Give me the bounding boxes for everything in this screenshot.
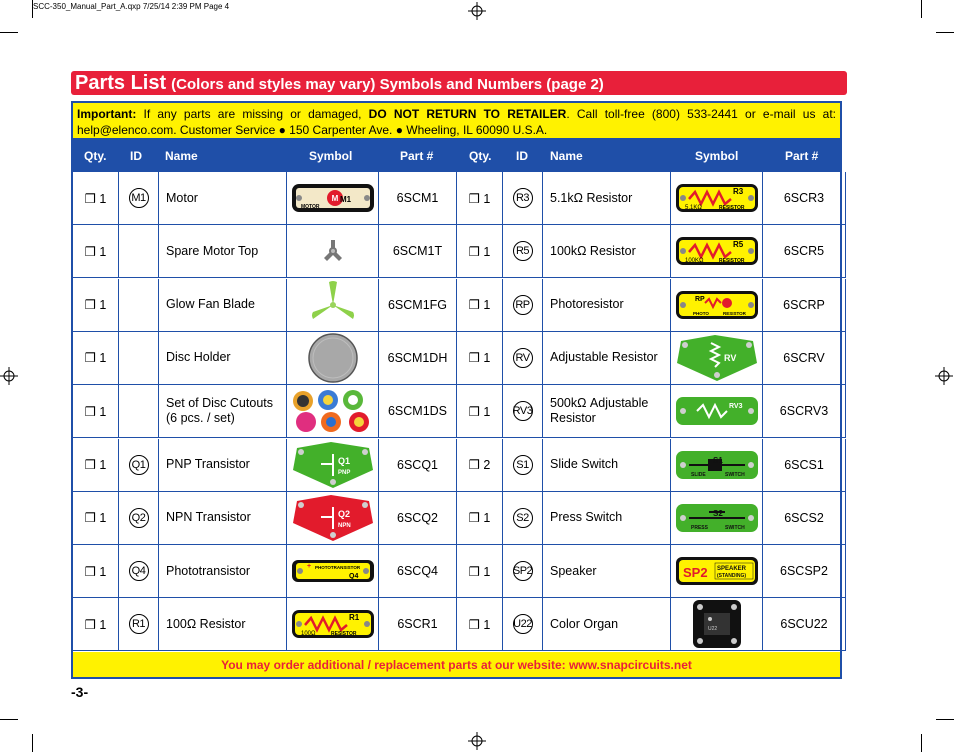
name-cell — [159, 225, 287, 278]
symbol-cell — [287, 225, 379, 278]
crop-mark — [0, 719, 18, 720]
table-row — [457, 172, 840, 225]
qty-cell — [457, 545, 503, 598]
svg-text:S2: S2 — [712, 508, 723, 518]
motortop-symbol-icon — [318, 236, 348, 266]
important-notice — [73, 103, 840, 139]
svg-text:RESISTOR: RESISTOR — [718, 205, 744, 211]
u22-symbol-icon — [692, 599, 742, 649]
pnp-symbol-icon — [291, 440, 375, 490]
qty-checkbox[interactable]: ❒ 1 — [84, 511, 107, 526]
qty-checkbox[interactable]: ❒ 1 — [468, 298, 491, 313]
svg-text:RV3: RV3 — [728, 403, 742, 411]
name-cell — [543, 545, 671, 598]
id-cell — [119, 598, 159, 651]
svg-text:RESISTOR: RESISTOR — [718, 258, 744, 265]
svg-text:Q4: Q4 — [348, 573, 358, 581]
qty-cell — [73, 332, 119, 385]
npn-symbol-icon — [291, 493, 375, 543]
svg-text:R1: R1 — [348, 613, 359, 623]
svg-text:5.1KΩ: 5.1KΩ — [684, 205, 702, 211]
qty-checkbox[interactable]: ❒ 1 — [468, 351, 491, 366]
qty-checkbox[interactable]: ❒ 1 — [468, 511, 491, 526]
crop-mark — [0, 32, 18, 33]
part-id-badge: SP2 — [513, 561, 533, 581]
part-number-cell — [763, 172, 846, 225]
name-cell — [159, 332, 287, 385]
svg-text:PHOTO: PHOTO — [692, 310, 709, 316]
s1-symbol-icon — [675, 450, 759, 480]
qty-checkbox[interactable]: ❒ 1 — [84, 404, 107, 419]
part-name: Photoresistor — [550, 297, 624, 312]
table-row — [73, 598, 456, 651]
registration-mark-icon — [468, 732, 486, 750]
svg-text:SWITCH: SWITCH — [724, 524, 745, 531]
id-cell — [119, 172, 159, 225]
header-name: Name — [550, 149, 583, 163]
important-emphasis: DO NOT RETURN TO RETAILER — [368, 107, 567, 121]
part-name: Color Organ — [550, 616, 619, 631]
table-row — [457, 598, 840, 651]
qty-cell — [73, 172, 119, 225]
part-number-cell — [379, 332, 457, 385]
svg-text:+: + — [306, 563, 311, 571]
part-number-cell — [763, 279, 846, 332]
symbol-cell — [287, 492, 379, 545]
rv-symbol-icon — [675, 333, 759, 383]
id-cell — [119, 225, 159, 278]
part-number: 6SCQ4 — [397, 564, 438, 579]
table-row — [73, 545, 456, 598]
symbol-cell — [671, 332, 763, 385]
title-main: Parts List — [75, 72, 167, 94]
qty-checkbox[interactable]: ❒ 1 — [468, 244, 491, 259]
symbol-cell — [671, 385, 763, 438]
qty-cell — [457, 172, 503, 225]
svg-text:Q2: Q2 — [337, 508, 350, 519]
qty-cell — [457, 598, 503, 651]
registration-mark-icon — [935, 367, 953, 385]
order-footer: You may order additional / replacement parts at our website: www.snapcircuits.net — [73, 652, 840, 677]
part-name: Adjustable Resistor — [550, 350, 658, 365]
name-cell — [159, 385, 287, 438]
sp2-symbol-icon — [675, 556, 759, 586]
part-number-cell — [379, 492, 457, 545]
table-row — [73, 385, 456, 438]
svg-text:RESISTOR: RESISTOR — [722, 310, 746, 316]
part-number-cell — [763, 385, 846, 438]
table-row — [73, 172, 456, 225]
table-row — [457, 492, 840, 545]
part-number: 6SCRP — [783, 297, 825, 312]
symbol-cell — [671, 492, 763, 545]
qty-cell — [457, 439, 503, 492]
symbol-cell — [287, 545, 379, 598]
qty-checkbox[interactable]: ❒ 2 — [468, 458, 491, 472]
qty-checkbox[interactable]: ❒ 1 — [84, 191, 107, 206]
part-name: 5.1kΩ Resistor — [550, 190, 633, 205]
id-cell — [119, 545, 159, 598]
name-cell — [159, 279, 287, 332]
discs-symbol-icon — [291, 389, 375, 433]
part-number: 6SCM1 — [396, 191, 439, 205]
id-cell — [119, 385, 159, 438]
name-cell — [159, 172, 287, 225]
part-name: Motor — [166, 190, 198, 205]
svg-text:NPN: NPN — [337, 522, 351, 529]
qty-cell — [457, 492, 503, 545]
page-title — [71, 71, 847, 95]
id-cell — [503, 492, 543, 545]
crop-mark — [921, 0, 922, 18]
part-name: 100kΩ Resistor — [550, 243, 636, 258]
part-number: 6SCRV — [783, 350, 825, 365]
crop-mark — [32, 0, 33, 18]
part-name: Disc Holder — [166, 350, 231, 365]
id-cell — [503, 172, 543, 225]
qty-checkbox[interactable]: ❒ 1 — [468, 564, 491, 579]
part-name: Slide Switch — [550, 457, 619, 471]
svg-text:MOTOR: MOTOR — [300, 204, 320, 210]
name-cell — [543, 225, 671, 278]
svg-text:(STANDING): (STANDING) — [716, 573, 746, 580]
symbol-cell — [671, 172, 763, 225]
important-text-2: . Call toll-free (800) 533-2441 or e-mail us at: help@elenco.com. Customer Service ● 150 Carpenter Ave. ● Wheeling, IL 60090 U.S.A. — [77, 107, 836, 137]
part-number: 6SCM1DH — [387, 350, 448, 365]
svg-text:SWITCH: SWITCH — [724, 471, 745, 478]
table-row — [73, 439, 456, 492]
symbol-cell — [671, 279, 763, 332]
symbol-cell — [671, 545, 763, 598]
name-cell — [543, 598, 671, 651]
part-id-badge: R1 — [129, 614, 149, 634]
id-cell — [503, 598, 543, 651]
qty-cell — [73, 385, 119, 438]
table-row — [457, 385, 840, 438]
svg-text:100KΩ: 100KΩ — [684, 258, 703, 265]
qty-checkbox[interactable]: ❒ 1 — [84, 298, 107, 313]
id-cell — [503, 439, 543, 492]
table-row — [457, 332, 840, 385]
svg-text:S1: S1 — [712, 455, 723, 465]
part-number-cell — [763, 492, 846, 545]
symbol-cell — [287, 385, 379, 438]
title-sub: (Colors and styles may vary) Symbols and Numbers (page 2) — [171, 76, 604, 93]
part-number-cell — [379, 172, 457, 225]
symbol-cell — [671, 225, 763, 278]
svg-text:U22: U22 — [707, 626, 717, 633]
important-label: Important: — [77, 107, 137, 121]
name-cell — [543, 172, 671, 225]
part-number: 6SCQ2 — [397, 510, 438, 525]
page-number: -3- — [71, 684, 89, 700]
svg-text:Q1: Q1 — [337, 455, 350, 466]
rv3-symbol-icon — [675, 396, 759, 426]
svg-text:SPEAKER: SPEAKER — [716, 566, 746, 573]
id-cell — [503, 385, 543, 438]
part-number-cell — [379, 279, 457, 332]
part-id-badge: RP — [513, 295, 533, 315]
header-qty: Qty. — [84, 149, 107, 163]
part-number: 6SCR3 — [783, 191, 825, 205]
qty-cell — [73, 279, 119, 332]
qty-cell — [73, 598, 119, 651]
svg-text:RESISTOR: RESISTOR — [330, 631, 356, 638]
qty-cell — [73, 225, 119, 278]
id-cell — [119, 332, 159, 385]
svg-text:PNP: PNP — [337, 469, 350, 476]
header-id: ID — [516, 149, 528, 163]
symbol-cell — [287, 279, 379, 332]
svg-text:M1: M1 — [339, 195, 351, 204]
svg-text:M: M — [331, 194, 338, 203]
table-row — [457, 545, 840, 598]
part-number: 6SCRV3 — [779, 404, 829, 419]
qty-checkbox[interactable]: ❒ 1 — [84, 564, 107, 579]
part-name: NPN Transistor — [166, 510, 251, 525]
qty-cell — [457, 279, 503, 332]
qty-checkbox[interactable]: ❒ 1 — [84, 458, 107, 472]
svg-text:100Ω: 100Ω — [300, 631, 315, 638]
header-id: ID — [130, 149, 142, 163]
part-number-cell — [763, 439, 846, 492]
id-cell — [119, 279, 159, 332]
part-id-badge: M1 — [129, 188, 149, 208]
part-id-badge: Q1 — [129, 455, 149, 475]
part-number: 6SCM1FG — [387, 297, 448, 312]
part-id-badge: RV3 — [513, 401, 533, 421]
svg-text:PRESS: PRESS — [690, 524, 708, 531]
motor-symbol-icon — [291, 183, 375, 213]
header-part: Part # — [400, 149, 434, 163]
table-row — [73, 225, 456, 278]
photo-symbol-icon — [291, 559, 375, 583]
svg-text:PHOTOTRANSISTOR: PHOTOTRANSISTOR — [314, 565, 360, 571]
table-row — [73, 279, 456, 332]
name-cell — [543, 439, 671, 492]
svg-text:RV: RV — [723, 352, 736, 363]
rp-symbol-icon — [675, 290, 759, 320]
part-name: Phototransistor — [166, 563, 251, 578]
part-number: 6SCSP2 — [780, 564, 828, 579]
part-id-badge: R3 — [513, 188, 533, 208]
part-id-badge: U22 — [513, 614, 533, 634]
symbol-cell — [287, 439, 379, 492]
svg-text:R3: R3 — [732, 187, 743, 196]
qty-cell — [73, 545, 119, 598]
id-cell — [503, 279, 543, 332]
symbol-cell — [287, 172, 379, 225]
part-number: 6SCM1T — [392, 244, 443, 259]
fan-symbol-icon — [307, 279, 359, 331]
qty-checkbox[interactable]: ❒ 1 — [468, 191, 491, 206]
s2-symbol-icon — [675, 503, 759, 533]
part-id-badge: Q2 — [129, 508, 149, 528]
name-cell — [159, 598, 287, 651]
part-name: PNP Transistor — [166, 457, 250, 471]
header-symbol: Symbol — [695, 149, 739, 163]
qty-checkbox[interactable]: ❒ 1 — [84, 351, 107, 366]
id-cell — [503, 225, 543, 278]
crop-mark — [936, 719, 954, 720]
symbol-cell — [287, 332, 379, 385]
part-id-badge: RV — [513, 348, 533, 368]
part-number: 6SCU22 — [780, 617, 828, 632]
part-number-cell — [763, 225, 846, 278]
id-cell — [503, 332, 543, 385]
part-id-badge: S1 — [513, 455, 533, 475]
name-cell — [159, 439, 287, 492]
part-name: Spare Motor Top — [166, 243, 259, 258]
symbol-cell — [671, 598, 763, 651]
part-number-cell — [379, 385, 457, 438]
qty-cell — [457, 332, 503, 385]
header-qty: Qty. — [469, 149, 492, 163]
name-cell — [159, 492, 287, 545]
qty-checkbox[interactable]: ❒ 1 — [84, 617, 107, 632]
name-cell — [543, 332, 671, 385]
crop-mark — [32, 734, 33, 752]
part-number: 6SCR1 — [397, 617, 438, 632]
qty-cell — [457, 225, 503, 278]
header-symbol: Symbol — [309, 149, 353, 163]
part-number-cell — [763, 332, 846, 385]
table-row — [457, 439, 840, 492]
name-cell — [543, 492, 671, 545]
part-number: 6SCS1 — [784, 457, 824, 472]
part-id-badge: Q4 — [129, 561, 149, 581]
part-name: Press Switch — [550, 510, 623, 525]
qty-cell — [73, 439, 119, 492]
registration-mark-icon — [468, 2, 486, 20]
table-row — [457, 225, 840, 278]
part-number-cell — [379, 225, 457, 278]
part-number-cell — [763, 598, 846, 651]
r5-symbol-icon — [675, 236, 759, 266]
table-row — [73, 332, 456, 385]
symbol-cell — [671, 439, 763, 492]
crop-mark — [936, 32, 954, 33]
part-number-cell — [379, 545, 457, 598]
part-name: Glow Fan Blade — [166, 297, 255, 312]
qty-checkbox[interactable]: ❒ 1 — [84, 244, 107, 259]
svg-text:SLIDE: SLIDE — [690, 471, 706, 478]
part-name: Speaker — [550, 563, 597, 578]
part-number: 6SCR5 — [783, 244, 825, 259]
part-name: 500kΩ Adjustable Resistor — [550, 396, 649, 426]
registration-mark-icon — [0, 367, 18, 385]
svg-text:SP2: SP2 — [682, 565, 708, 581]
header-name: Name — [165, 149, 198, 163]
important-text-1: If any parts are missing or damaged, — [136, 107, 369, 121]
table-header — [73, 139, 840, 172]
part-number: 6SCM1DS — [387, 404, 448, 419]
name-cell — [543, 279, 671, 332]
svg-text:R5: R5 — [732, 240, 743, 250]
qty-cell — [457, 385, 503, 438]
id-cell — [503, 545, 543, 598]
table-row — [73, 492, 456, 545]
id-cell — [119, 439, 159, 492]
qty-checkbox[interactable]: ❒ 1 — [468, 404, 491, 419]
parts-table — [71, 101, 842, 679]
svg-text:RP: RP — [694, 295, 705, 303]
part-id-badge: S2 — [513, 508, 533, 528]
name-cell — [159, 545, 287, 598]
part-number: 6SCS2 — [784, 510, 824, 525]
header-part: Part # — [785, 149, 819, 163]
name-cell — [543, 385, 671, 438]
id-cell — [119, 492, 159, 545]
table-row — [457, 279, 840, 332]
r1-symbol-icon — [291, 609, 375, 639]
part-name: Set of Disc Cutouts (6 pcs. / set) — [166, 396, 273, 426]
qty-cell — [73, 492, 119, 545]
part-number-cell — [379, 439, 457, 492]
file-slug: SCC-350_Manual_Part_A.qxp 7/25/14 2:39 PM Page 4 — [33, 2, 230, 11]
disc-symbol-icon — [307, 332, 359, 384]
crop-mark — [921, 734, 922, 752]
part-name: 100Ω Resistor — [166, 616, 246, 631]
part-number-cell — [379, 598, 457, 651]
r3-symbol-icon — [675, 183, 759, 213]
part-number: 6SCQ1 — [397, 457, 438, 472]
part-number-cell — [763, 545, 846, 598]
qty-checkbox[interactable]: ❒ 1 — [468, 617, 491, 632]
part-id-badge: R5 — [513, 241, 533, 261]
symbol-cell — [287, 598, 379, 651]
